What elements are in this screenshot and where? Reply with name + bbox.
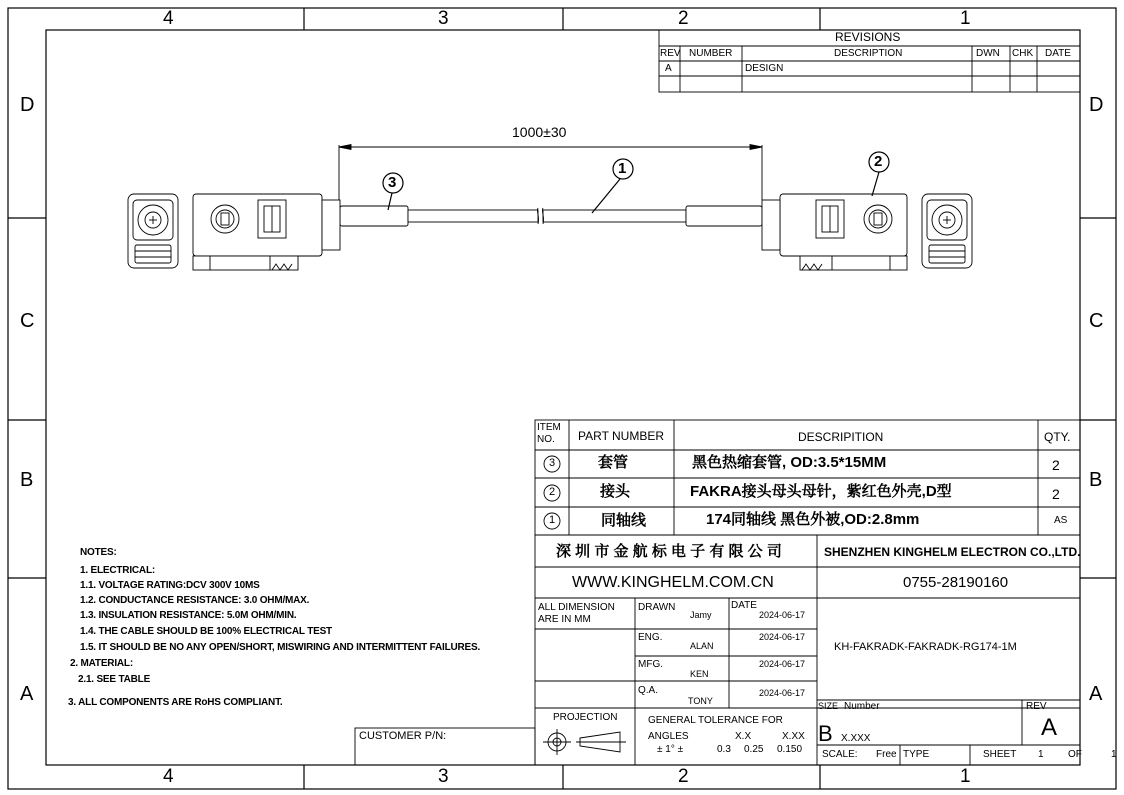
bom-row1-item: 1 [549,514,556,526]
zone-col-1-top: 1 [960,8,971,29]
bom-row3-qty: 2 [1052,457,1060,473]
revision-row-rev: A [665,63,672,74]
left-connector [193,194,340,270]
tolerance-xx-label: X.XX [782,731,805,742]
mfg-date: 2024-06-17 [759,659,806,669]
coaxial-cable [340,206,762,226]
number-label: Number [844,701,880,712]
balloon-2-label: 2 [874,153,883,170]
note-line: 2. MATERIAL: [70,658,133,669]
bom-item-header: ITEM NO. [537,422,561,445]
note-line: 1.2. CONDUCTANCE RESISTANCE: 3.0 OHM/MAX. [80,595,310,606]
zone-col-2-bottom: 2 [678,766,689,787]
sheet-value: 1 [1038,749,1044,760]
zone-row-b-left: B [20,469,34,491]
bom-description-header: DESCRIPITION [798,430,884,444]
balloon-3-label: 3 [388,174,397,191]
of-label: OF [1068,749,1082,760]
tolerance-xx-value-1: 0.25 [744,744,764,755]
bom-row3-item: 3 [549,457,556,469]
bom-row1-description: 174同轴线 黑色外被,OD:2.8mm [706,511,920,528]
zone-row-b-right: B [1089,469,1103,491]
zone-row-d-left: D [20,94,35,116]
zone-col-1-bottom: 1 [960,766,971,787]
zone-col-2-top: 2 [678,8,689,29]
mfg-label: MFG. [638,659,663,670]
note-line: 1.4. THE CABLE SHOULD BE 100% ELECTRICAL TEST [80,626,332,637]
zone-col-4-bottom: 4 [163,766,174,787]
tolerance-angles-value: ± 1° ± [657,744,684,755]
description-col-header: DESCRIPTION [834,48,903,59]
zone-col-3-top: 3 [438,8,449,29]
rev-value: A [1041,714,1058,741]
dimension-line [339,145,762,201]
note-line: 3. ALL COMPONENTS ARE RoHS COMPLIANT. [68,697,283,708]
scale-label: SCALE: [822,749,858,760]
tolerance-title: GENERAL TOLERANCE FOR [648,715,783,726]
bom-row3-part: 套管 [598,454,629,471]
dwn-col-header: DWN [976,48,1000,59]
tolerance-xx-value-2: 0.150 [777,744,803,755]
xxxx-value: X.XXX [841,733,871,744]
all-dimension-note: ALL DIMENSION ARE IN MM [538,602,615,625]
notes-heading: NOTES: [80,547,117,558]
zone-row-d-right: D [1089,94,1104,116]
size-value: B [818,721,833,746]
length-dimension: 1000±30 [512,124,567,140]
zone-row-c-left: C [20,310,35,332]
company-website: WWW.KINGHELM.COM.CN [572,574,774,591]
bom-row2-item: 2 [549,486,556,498]
date-label: DATE [731,600,757,611]
bom-qty-header: QTY. [1044,430,1071,444]
zone-row-a-right: A [1089,683,1103,705]
note-line: 2.1. SEE TABLE [78,674,151,685]
note-line: 1.3. INSULATION RESISTANCE: 5.0M OHM/MIN. [80,610,297,621]
tolerance-x-label: X.X [735,731,752,742]
company-name-en: SHENZHEN KINGHELM ELECTRON CO.,LTD. [824,545,1081,559]
bom-row2-qty: 2 [1052,486,1060,502]
zone-row-a-left: A [20,683,34,705]
company-name-cn: 深 圳 市 金 航 标 电 子 有 限 公 司 [556,543,782,560]
zone-row-c-right: C [1089,310,1104,332]
eng-date: 2024-06-17 [759,632,806,642]
note-line: 1.5. IT SHOULD BE NO ANY OPEN/SHORT, MISWIRING AND INTERMITTENT FAILURES. [80,642,481,653]
right-connector [762,194,907,270]
qa-label: Q.A. [638,685,659,696]
drawn-name: Jamy [690,610,712,620]
part-number: KH-FAKRADK-FAKRADK-RG174-1M [834,641,1017,653]
qa-name: TONY [688,696,713,706]
bom-row1-qty: AS [1054,515,1068,526]
tolerance-x-value: 0.3 [717,744,731,755]
bom-row1-part: 同轴线 [601,512,647,529]
left-end-face [128,194,178,268]
revision-row-description: DESIGN [745,63,784,74]
of-value: 1 [1111,749,1117,760]
note-line: 1. ELECTRICAL: [80,565,155,576]
note-line: 1.1. VOLTAGE RATING:DCV 300V 10MS [80,580,260,591]
mfg-name: KEN [690,669,709,679]
tolerance-angles-label: ANGLES [648,731,689,742]
drawn-date: 2024-06-17 [759,610,806,620]
number-col-header: NUMBER [689,48,733,59]
eng-label: ENG. [638,632,663,643]
company-phone: 0755-28190160 [903,574,1009,591]
customer-pn-label: CUSTOMER P/N: [359,730,447,742]
drawn-label: DRAWN [638,602,676,613]
bom-row2-description: FAKRA接头母头母针，紫红色外壳,D型 [690,483,952,500]
sheet-label: SHEET [983,749,1017,760]
balloon-1-label: 1 [618,160,627,177]
bom-row2-part: 接头 [600,483,631,500]
chk-col-header: CHK [1012,48,1034,59]
projection-label: PROJECTION [553,712,618,723]
bom-row3-description: 黑色热缩套管, OD:3.5*15MM [692,454,887,471]
zone-col-3-bottom: 3 [438,766,449,787]
scale-value: Free [876,749,897,760]
revisions-title: REVISIONS [835,30,901,44]
right-end-face [922,194,972,268]
rev-label: REV [1026,701,1047,712]
type-label: TYPE [903,749,930,760]
date-col-header: DATE [1045,48,1071,59]
size-label: SIZE [818,701,839,711]
bom-part-header: PART NUMBER [578,429,665,443]
qa-date: 2024-06-17 [759,688,806,698]
inner-border [46,30,1080,765]
zone-col-4-top: 4 [163,8,174,29]
eng-name: ALAN [690,641,714,651]
rev-col-header: REV [660,48,681,59]
